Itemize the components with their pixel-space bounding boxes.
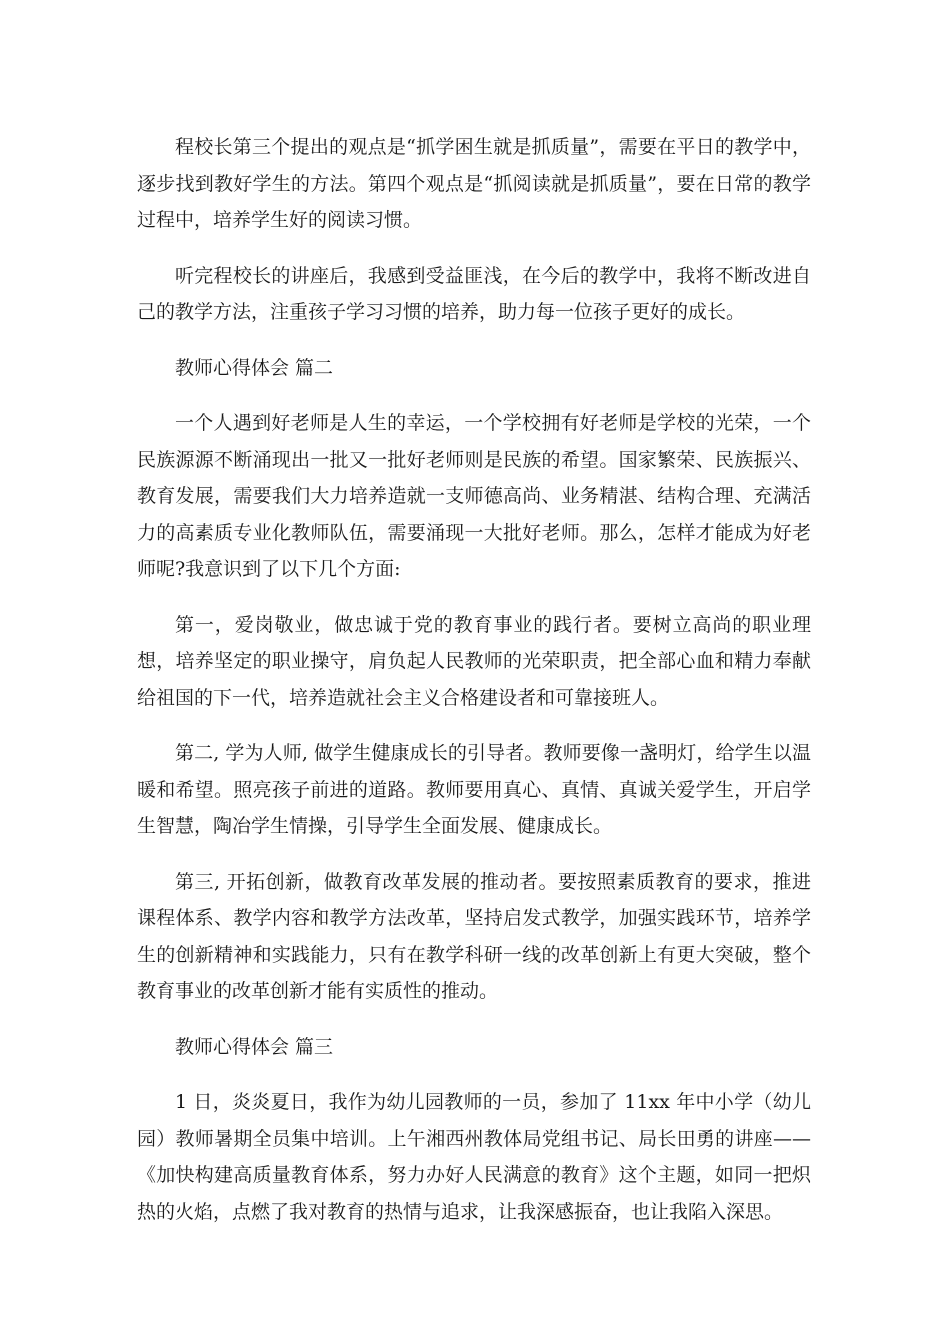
paragraph-good-teacher-intro: 一个人遇到好老师是人生的幸运，一个学校拥有好老师是学校的光荣，一个民族源源不断涌现出一批又一批好老师则是民族的希望。国家繁荣、民族振兴、教育发展，需要我们大力培养造就一支师德高尚、业务精湛、结构合理、充满活力的高素质专业化教师队伍，需要涌现一大批好老师。那么，怎样才能成为好老师呢?我意识到了以下几个方面:	[137, 412, 811, 580]
paragraph-point-one: 第一，爱岗敬业，做忠诚于党的教育事业的践行者。要树立高尚的职业理想，培养坚定的职业操守，肩负起人民教师的光荣职责，把全部心血和精力奉献给祖国的下一代，培养造就社会主义合格建设者和可靠接班人。	[137, 613, 811, 709]
paragraph-principal-views: 程校长第三个提出的观点是“抓学困生就是抓质量”，需要在平日的教学中，逐步找到教好学生的方法。第四个观点是“抓阅读就是抓质量”，要在日常的教学过程中，培养学生好的阅读习惯。	[137, 136, 811, 231]
section-heading-part-three: 教师心得体会 篇三	[175, 1035, 334, 1058]
paragraph-point-three: 第三, 开拓创新，做教育改革发展的推动者。要按照素质教育的要求，推进课程体系、教学内容和教学方法改革，坚持启发式教学，加强实践环节，培养学生的创新精神和实践能力，只有在教学科研一线的改革创新上有更大突破，整个教育事业的改革创新才能有实质性的推动。	[137, 870, 811, 1002]
paragraph-point-two: 第二, 学为人师, 做学生健康成长的引导者。教师要像一盏明灯，给学生以温暖和希望。照亮孩子前进的道路。教师要用真心、真情、真诚关爱学生，开启学生智慧，陶冶学生情操，引导学生全面发展、健康成长。	[137, 742, 811, 837]
document-body	[137, 129, 811, 1249]
paragraph-lecture-reflection: 听完程校长的讲座后，我感到受益匪浅，在今后的教学中，我将不断改进自己的教学方法，注重孩子学习习惯的培养，助力每一位孩子更好的成长。	[137, 264, 811, 323]
section-heading-part-two: 教师心得体会 篇二	[175, 356, 334, 379]
paragraph-summer-training: 1 日，炎炎夏日，我作为幼儿园教师的一员，参加了 11xx 年中小学（幼儿园）教师暑期全员集中培训。上午湘西州教体局党组书记、局长田勇的讲座——《加快构建高质量教育体系，努力办好人民满意的教育》这个主题，如同一把炽热的火焰，点燃了我对教育的热情与追求，让我深感振奋，也让我陷入深思。	[137, 1091, 811, 1223]
